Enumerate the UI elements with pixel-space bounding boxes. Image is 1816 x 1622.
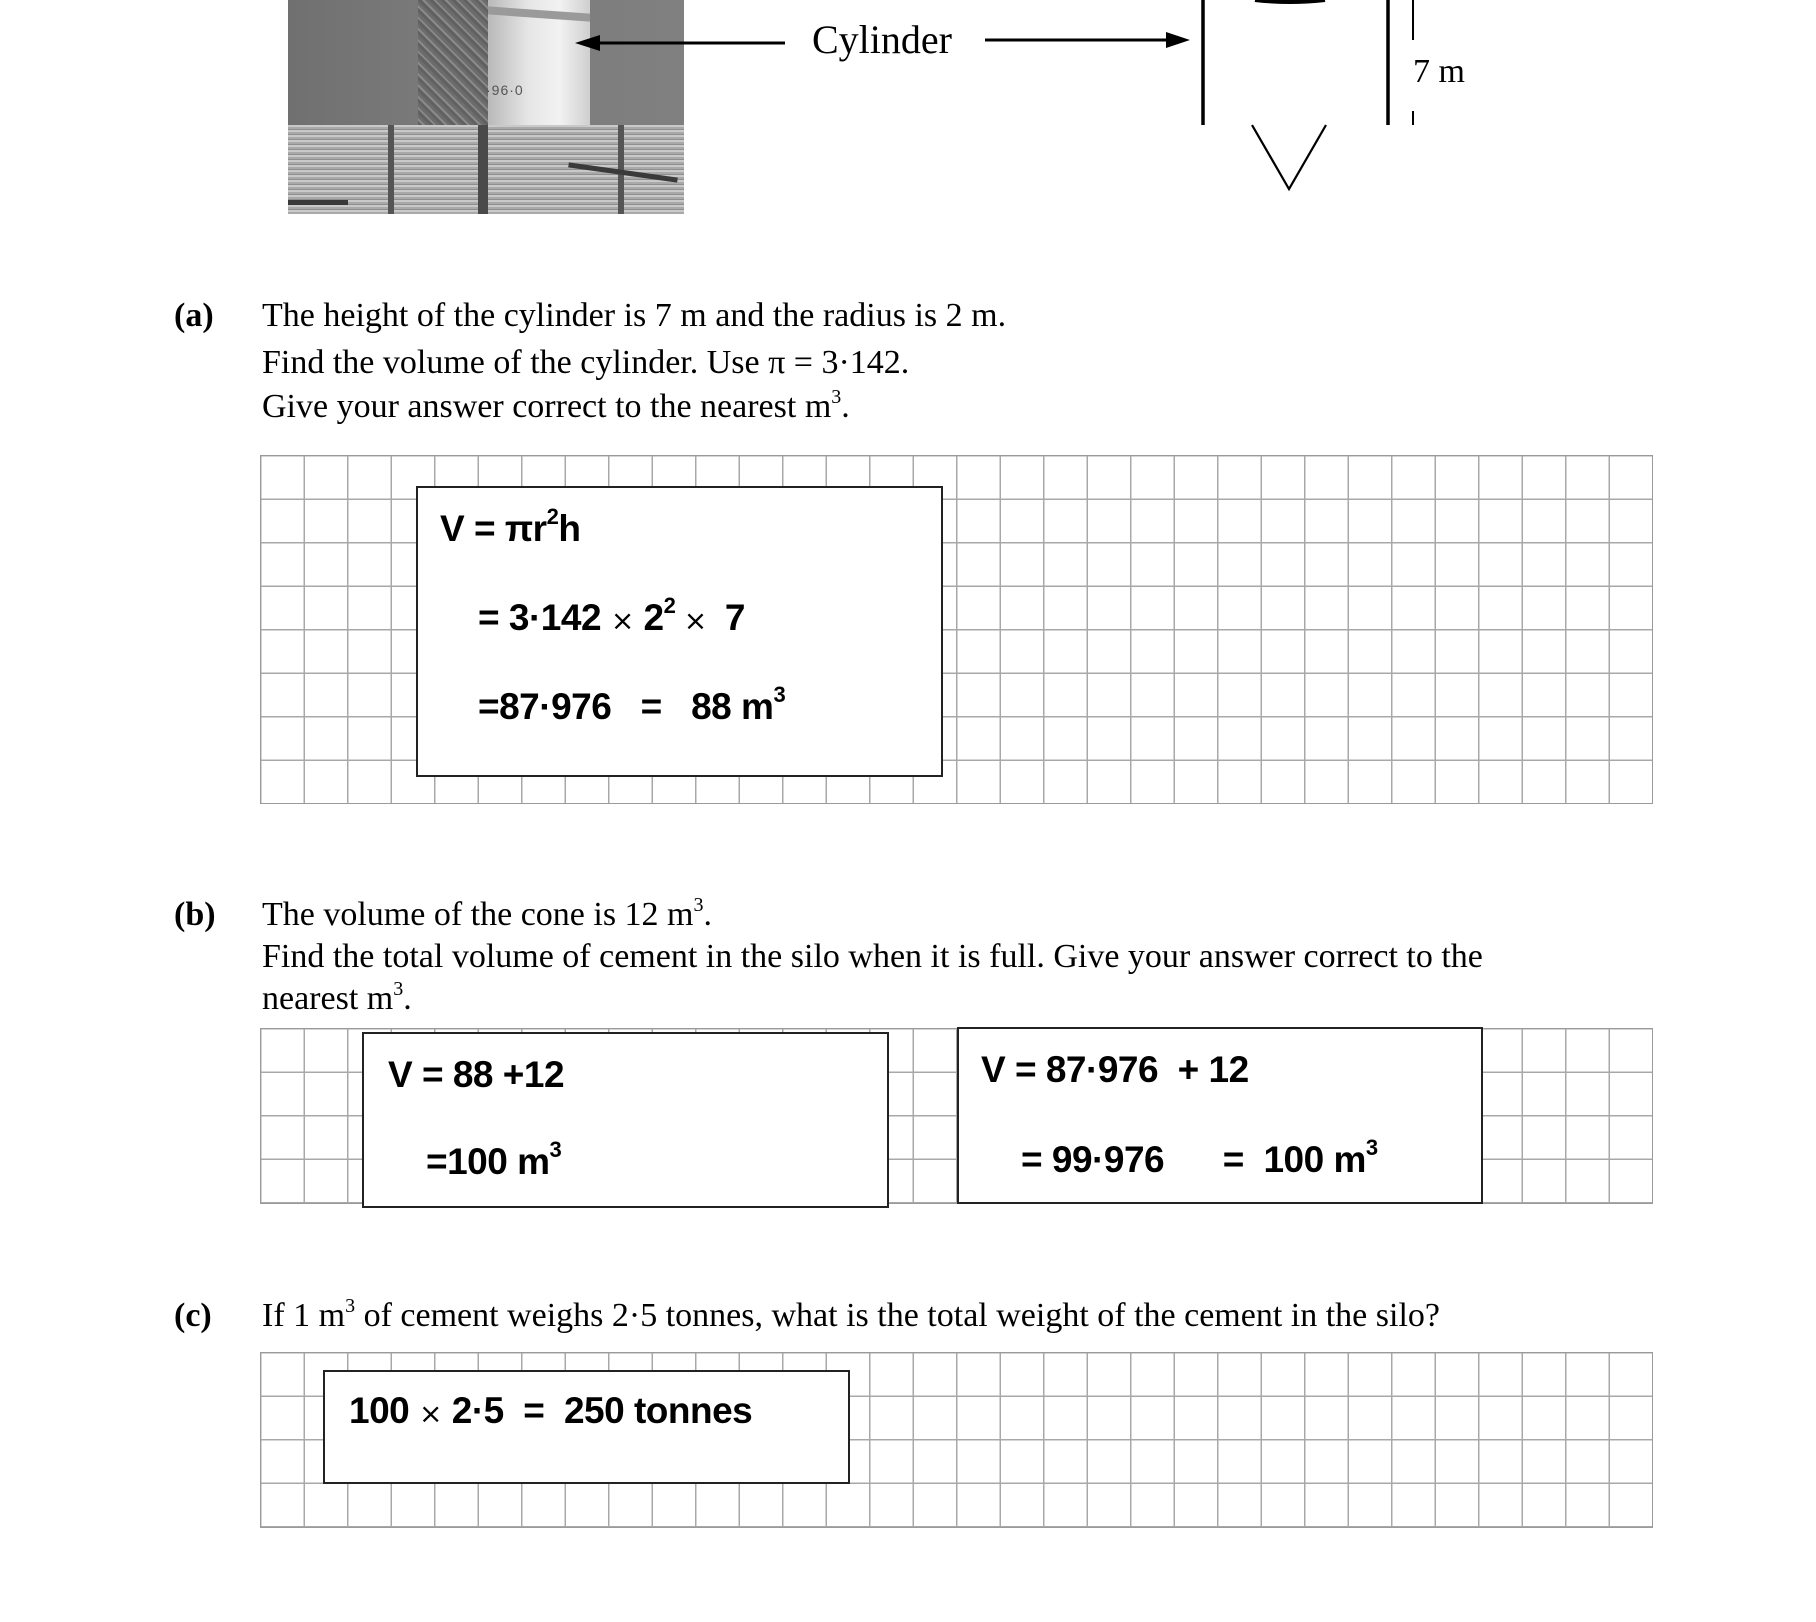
cylinder-outline-icon — [1203, 0, 1388, 125]
times-symbol: × — [610, 604, 634, 637]
question-a-line-2: Find the volume of the cylinder. Use π = 3·142. — [262, 344, 910, 381]
answer-box-c — [323, 1370, 850, 1484]
cone-outline-icon — [1252, 125, 1326, 189]
height-label: 7 m — [1413, 53, 1465, 90]
answer-box-b-2 — [957, 1027, 1483, 1204]
answer-b1-line-1: V = 88 +12 — [388, 1054, 565, 1095]
question-b-line-3-text: nearest m — [262, 980, 394, 1017]
answer-box-a — [416, 486, 943, 777]
question-b-line-1 — [262, 893, 712, 937]
question-a-line-3 — [262, 385, 850, 429]
answer-b1-line-2: =100 $m^3$ — [426, 1136, 562, 1182]
cylinder-label: Cylinder — [812, 17, 952, 62]
arrow-left-icon — [575, 35, 785, 51]
question-b-line-3 — [262, 977, 412, 1021]
question-c-label: (c) — [174, 1297, 212, 1334]
answer-a-line-2: = $3\cdot 142 \times 2^2 \times 7$ — [478, 592, 746, 638]
punctuation: . — [403, 980, 412, 1017]
question-c-text-start: If 1 m — [262, 1297, 346, 1334]
answer-a-line-1: $V = \pi r^2h$ — [440, 503, 581, 549]
question-a-label: (a) — [174, 297, 214, 334]
answer-c-line-1: 100 × 2·5 = 250 tonnes — [349, 1390, 753, 1431]
superscript: 3 — [831, 385, 842, 408]
photo-silo-marking: ·96·0 — [486, 82, 524, 98]
answer-box-b-1 — [362, 1032, 889, 1208]
superscript: 3 — [345, 1294, 356, 1317]
answer-b2-line-2: = 99·976 = 100 $m^3$ — [1021, 1134, 1378, 1180]
question-b-line-1-text: The volume of the cone is 12 m — [262, 896, 694, 933]
arrow-right-icon — [985, 32, 1190, 48]
answer-a-line-3: =87·976 = 88 $m^3$ — [478, 681, 786, 727]
question-b-line-2: Find the total volume of cement in the silo when it is full. Give your answer correct to the — [262, 938, 1483, 975]
question-a-line-1: The height of the cylinder is 7 m and the radius is 2 m. — [262, 297, 1007, 334]
question-c-line-1 — [262, 1294, 1440, 1338]
times-symbol: × — [675, 604, 716, 637]
question-a-line-3-text: Give your answer correct to the nearest m — [262, 388, 832, 425]
answer-b2-line-1: V = 87·976 + 12 — [981, 1049, 1249, 1090]
question-b-label: (b) — [174, 896, 216, 933]
question-c-text-end: of cement weighs 2·5 tonnes, what is the total weight of the cement in the silo? — [355, 1297, 1440, 1334]
times-symbol: × — [419, 1397, 442, 1430]
superscript: 3 — [693, 893, 704, 916]
superscript: 3 — [393, 977, 404, 1000]
punctuation: . — [841, 388, 850, 425]
punctuation: . — [703, 896, 713, 933]
